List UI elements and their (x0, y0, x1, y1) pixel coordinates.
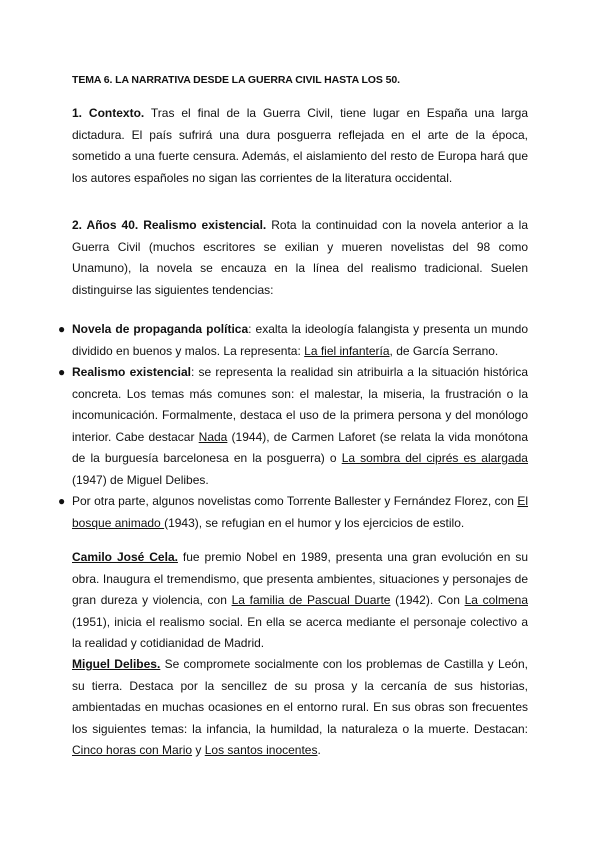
work-title: Cinco horas con Mario (72, 743, 193, 757)
item-text: , de García Serrano. (389, 343, 499, 358)
author-cela (72, 547, 528, 655)
item-heading: Realismo existencial (72, 365, 191, 379)
work-title: Nada (198, 429, 228, 444)
work-title: La colmena (464, 593, 528, 607)
bullet-icon: ● (58, 494, 66, 508)
list-item (58, 491, 528, 534)
author-text: fue premio Nobel en 1989, presenta una gran evolución en su obra. Inaugura el tremendismo, que presenta ambientes, situaciones y personajes de gran dureza y violencia, con (72, 550, 528, 607)
item-text: : se representa la realidad sin atribuirla a la situación histórica concreta. Los temas más comunes son: el malestar, la miseria, la frustración o la incomunicación. Formalmente, destaca el uso de la primera persona y del monólogo interior. Cabe destacar (72, 365, 529, 444)
list-item (58, 362, 528, 491)
section-heading: 1. Contexto. (72, 106, 145, 120)
section-text: Rota la continuidad con la novela anterior a la Guerra Civil (muchos escritores se exilian y mueren novelistas del 98 como Unamuno), la novela se encauza en la línea del realismo tradicional. Suelen distinguirse las siguientes tendencias: (72, 218, 528, 297)
work-title: Los santos inocentes (204, 743, 318, 757)
author-name: Miguel Delibes. (72, 657, 161, 671)
bullet-icon: ● (58, 365, 66, 379)
author-text: y (192, 743, 205, 757)
work-title: La sombra del ciprés es alargada (341, 451, 528, 465)
author-text: . (317, 743, 321, 757)
author-text: (1951), inicia el realismo social. En ella se acerca mediante el personaje colectivo a la realidad y cotidianidad de Madrid. (72, 614, 528, 650)
author-text: Se compromete socialmente con los problemas de Castilla y León, su tierra. Destaca por la sencillez de su prosa y la cercanía de sus historias, ambientadas en muchas ocasiones en el entorno rural. En sus obras son frecuentes los siguientes temas: la infancia, la humildad, la naturaleza o la muerte. Destacan: (72, 657, 528, 736)
work-title: El bosque animado (72, 494, 528, 530)
bullet-icon: ● (58, 322, 66, 336)
item-text: : exalta la ideología falangista y presenta un mundo dividido en buenos y malos. La representa: (72, 322, 528, 358)
list-item (58, 319, 528, 362)
item-text: (1943), se refugian en el humor y los ejercicios de estilo. (164, 515, 465, 530)
section-context (72, 103, 528, 189)
work-title: La fiel infantería (304, 343, 390, 358)
tendencies-list (58, 319, 528, 534)
author-text: (1942). Con (390, 593, 465, 607)
item-text: (1944), de Carmen Laforet (se relata la vida monótona de la burguesía barcelonesa en la posguerra) o (72, 429, 528, 465)
work-title: La familia de Pascual Duarte (231, 593, 391, 607)
section-heading: 2. Años 40. Realismo existencial. (72, 218, 267, 232)
section-realism (72, 215, 528, 301)
item-heading: Novela de propaganda política (72, 322, 249, 336)
item-text: Por otra parte, algunos novelistas como Torrente Ballester y Fernández Florez, con (72, 494, 518, 508)
author-name: Camilo José Cela. (72, 550, 178, 564)
section-text: Tras el final de la Guerra Civil, tiene lugar en España una larga dictadura. El país sufrirá una dura posguerra reflejada en el arte de la época, sometido a una fuerte censura. Además, el aislamiento del resto de Europa hará que los autores españoles no sigan las corrientes de la literatura occidental. (72, 106, 528, 185)
page-title: TEMA 6. LA NARRATIVA DESDE LA GUERRA CIVIL HASTA LOS 50. (72, 74, 400, 86)
item-text: (1947) de Miguel Delibes. (72, 472, 209, 487)
author-delibes (72, 654, 528, 762)
